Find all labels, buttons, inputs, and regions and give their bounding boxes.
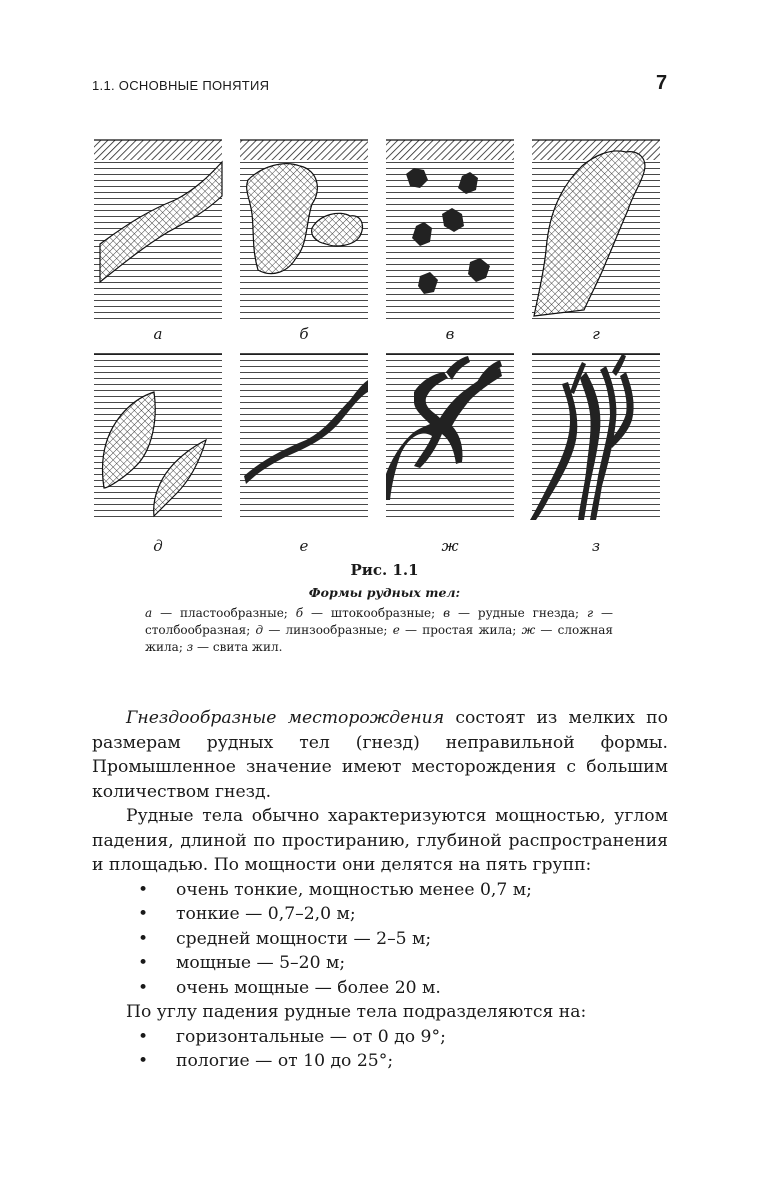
figure-title: Рис. 1.1: [350, 561, 419, 579]
caption-letter: г: [587, 606, 594, 620]
list-item-text: средней мощности — 2–5 м;: [176, 928, 432, 949]
caption-letter: ж: [521, 623, 536, 637]
term-nest-deposits: Гнездообразные месторождения: [126, 708, 445, 728]
figure-caption: [145, 605, 613, 656]
caption-text: — линзообразные;: [263, 623, 393, 637]
panel-label-zh: ж: [441, 537, 459, 555]
list-item: [92, 878, 668, 903]
list-item: [92, 1025, 668, 1050]
panel-label-d: д: [153, 537, 163, 555]
panel-zh-complex-vein: [386, 354, 514, 520]
caption-letter: а: [145, 606, 153, 620]
bullet-icon: •: [138, 977, 149, 998]
panel-label-g: г: [592, 325, 600, 343]
bullet-icon: •: [138, 953, 149, 973]
caption-text: — пластообразные;: [152, 606, 296, 620]
list-item-text: очень мощные — более 20 м.: [176, 977, 441, 998]
bullet-icon: •: [138, 879, 149, 900]
list-item-text: тонкие — 0,7–2,0 м;: [176, 904, 356, 924]
caption-text: — сложная жила;: [145, 623, 613, 654]
list-item: [92, 976, 668, 1001]
caption-letter: в: [443, 606, 451, 620]
list-item: [92, 927, 668, 952]
caption-text: — свита жил.: [193, 640, 283, 654]
bullet-icon: •: [138, 904, 149, 924]
bullet-icon: •: [138, 928, 149, 949]
panel-label-z: з: [591, 537, 601, 555]
list-item: [92, 1049, 668, 1074]
bullet-icon: •: [138, 1026, 149, 1047]
paragraph-dip-angle: По углу падения рудные тела подразделяются на:: [126, 1002, 587, 1022]
list-item: [92, 951, 668, 976]
caption-letter: б: [295, 606, 304, 620]
panel-label-e: е: [299, 537, 309, 555]
paragraph-nest-deposits: [92, 706, 668, 804]
paragraph-text: состоят из мелких по размерам рудных тел (гнезд) неправильной формы. Промышленное значение имеют месторождения с большим количеством гнезд.: [92, 708, 668, 802]
running-title: 1.1. ОСНОВНЫЕ ПОНЯТИЯ: [92, 78, 270, 93]
caption-text: — столбообразная;: [145, 606, 614, 637]
caption-letter: е: [392, 623, 400, 637]
caption-letter: з: [186, 640, 194, 654]
panel-g-column: [532, 140, 660, 322]
caption-letter: д: [255, 623, 264, 637]
list-item-text: горизонтальные — от 0 до 9°;: [176, 1026, 446, 1047]
figure-ore-body-forms: [0, 0, 769, 560]
panel-b-stock: [240, 140, 368, 322]
panel-e-simple-vein: [240, 354, 368, 520]
list-item-text: пологие — от 10 до 25°;: [176, 1051, 394, 1071]
list-item-text: очень тонкие, мощностью менее 0,7 м;: [176, 879, 532, 900]
bullet-icon: •: [138, 1051, 149, 1071]
page-number: 7: [656, 72, 668, 94]
body-text: [92, 706, 668, 1074]
panel-d-lens: [94, 354, 222, 520]
panel-label-b: б: [299, 325, 309, 343]
figure-subtitle: Формы рудных тел:: [308, 585, 461, 600]
list-item-text: мощные — 5–20 м;: [176, 953, 346, 973]
caption-text: — рудные гнезда;: [450, 606, 588, 620]
panel-v-nests: [386, 140, 514, 322]
paragraph-characteristics: Рудные тела обычно характеризуются мощностью, углом падения, длиной по простиранию, глубиной распространения и площадью. По мощности они делятся на пять групп:: [92, 806, 668, 875]
angle-list: [92, 1025, 668, 1074]
panel-label-v: в: [445, 325, 455, 343]
list-item: [92, 902, 668, 927]
caption-text: — штокообразные;: [303, 606, 444, 620]
panel-a-plastic: [94, 140, 222, 322]
thickness-list: [92, 878, 668, 1001]
panel-label-a: а: [153, 325, 163, 343]
caption-text: — простая жила;: [399, 623, 522, 637]
panel-z-vein-suite: [530, 354, 660, 520]
